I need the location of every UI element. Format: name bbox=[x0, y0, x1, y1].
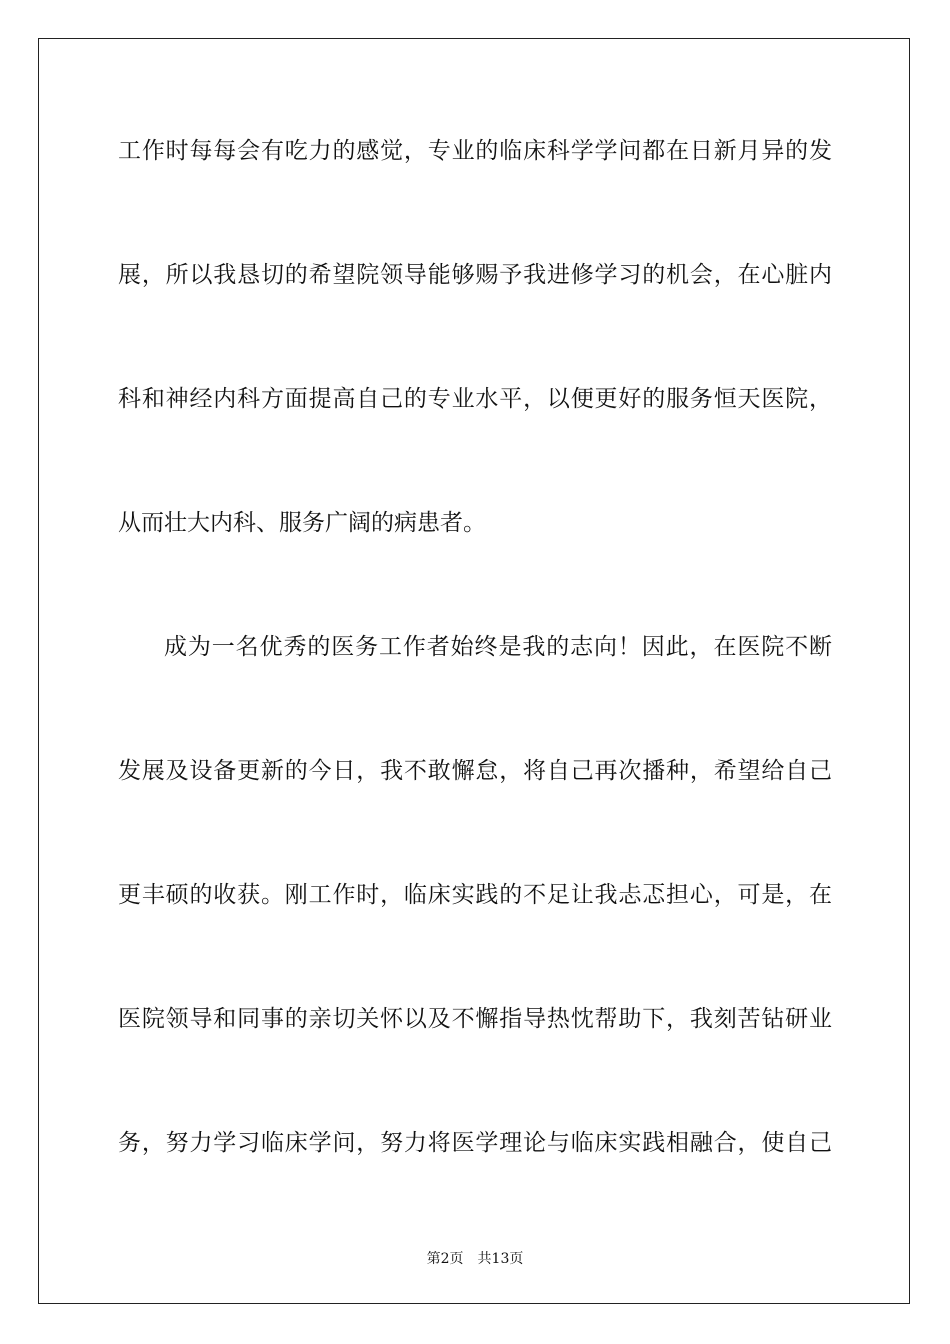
paragraph-line-9: 务，努力学习临床学问，努力将医学理论与临床实践相融合，使自己 bbox=[118, 1130, 832, 1156]
page-frame bbox=[38, 38, 910, 1304]
paragraph-line-8: 医院领导和同事的亲切关怀以及不懈指导热忱帮助下，我刻苦钻研业 bbox=[118, 1006, 832, 1032]
paragraph-line-2: 展，所以我恳切的希望院领导能够赐予我进修学习的机会，在心脏内 bbox=[118, 262, 832, 288]
paragraph-line-4: 从而壮大内科、服务广阔的病患者。 bbox=[118, 510, 486, 536]
total-pages: 共13页 bbox=[477, 1251, 524, 1267]
page-footer bbox=[0, 1248, 950, 1268]
paragraph-line-7: 更丰硕的收获。刚工作时，临床实践的不足让我忐忑担心，可是，在 bbox=[118, 882, 832, 908]
paragraph-line-3: 科和神经内科方面提高自己的专业水平，以便更好的服务恒天医院， bbox=[118, 386, 832, 412]
paragraph-line-6: 发展及设备更新的今日，我不敢懈怠，将自己再次播种，希望给自己 bbox=[118, 758, 832, 784]
page-number: 第2页 bbox=[426, 1251, 464, 1267]
paragraph-line-1: 工作时每每会有吃力的感觉，专业的临床科学学问都在日新月异的发 bbox=[118, 138, 832, 164]
paragraph-line-5: 成为一名优秀的医务工作者始终是我的志向！因此，在医院不断 bbox=[164, 634, 832, 660]
